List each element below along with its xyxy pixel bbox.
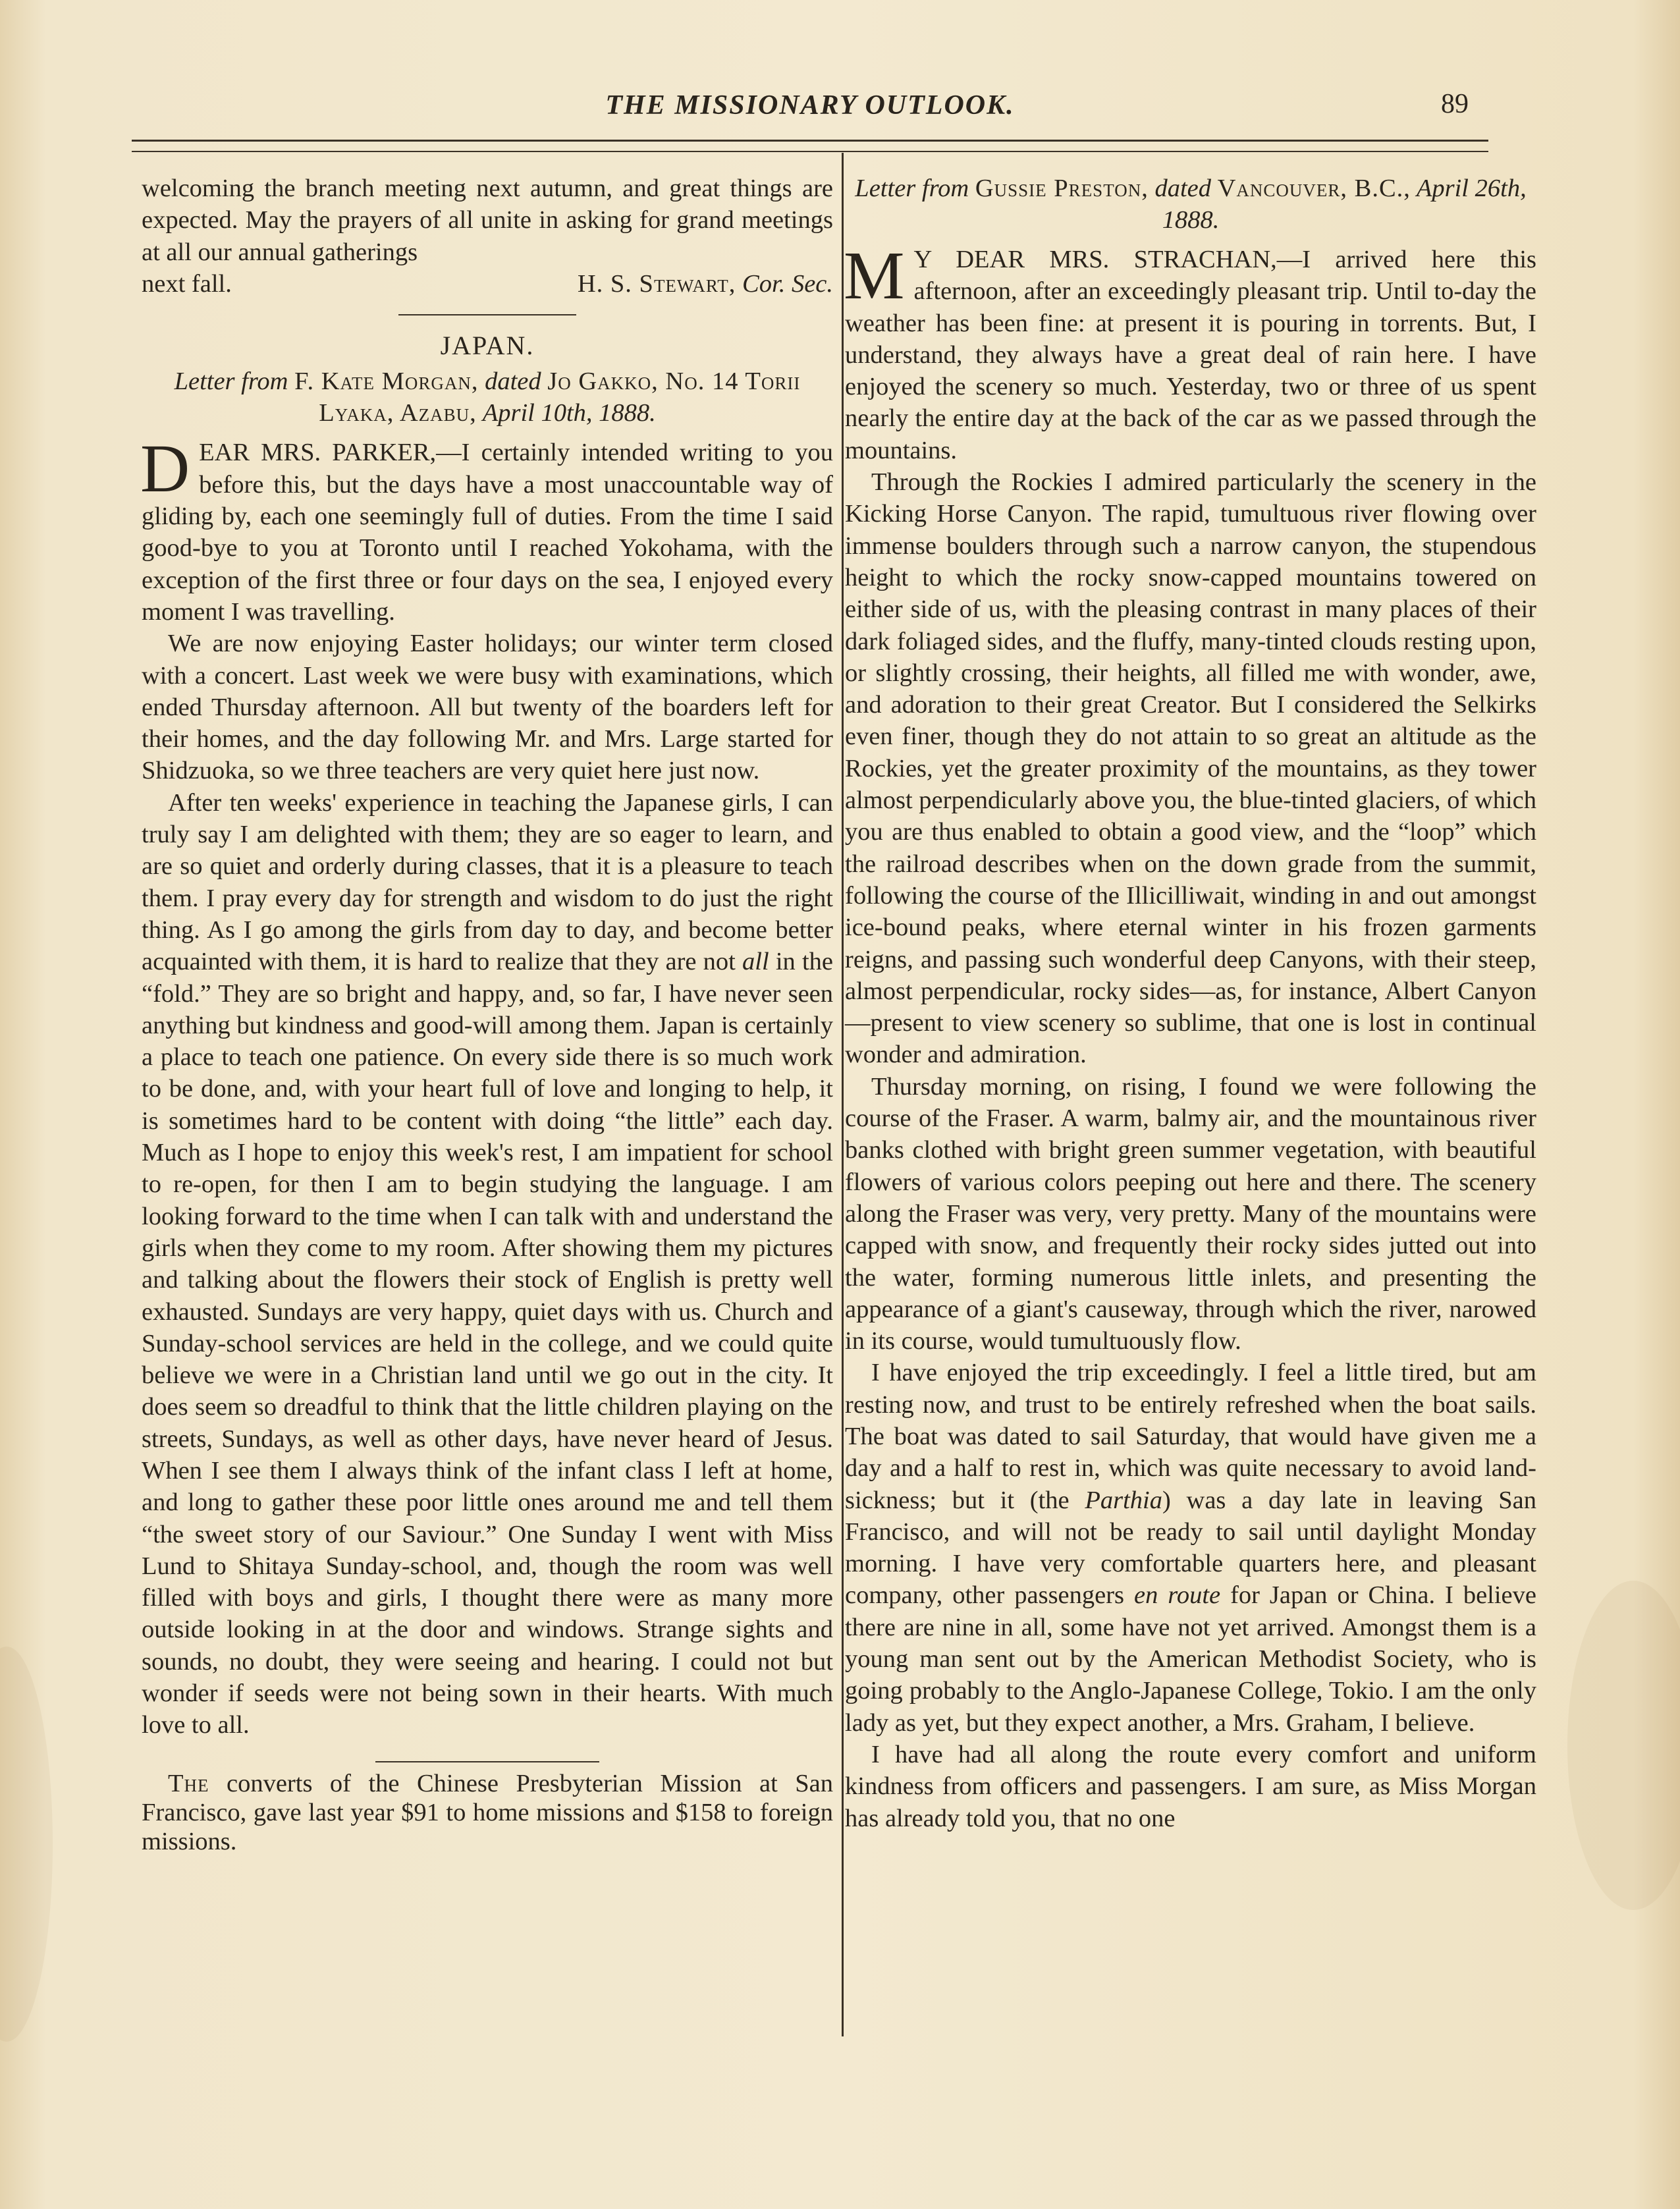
paragraph: I have had all along the route every comfort and uniform kindness from officers and passengers. I am sure, as Miss Morgan has already told you, that no one — [845, 1740, 1536, 1832]
paragraph: Through the Rockies I admired particularly the scenery in the Kicking Horse Canyon. The rapid, tumultuous river flowing over immense boulders through such a narrow canyon, the stupendous height to which the rocky snow-capped mountains towered on either side of us, with the pleasing contrast in many places of their dark foliaged sides, and the fluffy, many-tinted clouds resting upon, or slightly crossing, their heights, all filled me with wonder, awe, and adoration to their great Creator. But I considered the Selkirks even finer, though they do not attain to so great an altitude as the Rockies, yet the greater proximity of the mountains, as they tower almost perpendicularly above you, the blue-tinted glaciers, of which you are thus enabled to obtain a good view, and the “loop” which the railroad describes when on the down grade from the summit, following the course of the Illicilliwait, winding in and out amongst ice-bound peaks, where eternal winter in his frozen garments reigns, and passing such wonderful deep Canyons, with their steep, almost perpendicular, rocky sides—as, for instance, Albert Canyon—present to view scenery so sublime, that one is lost in continual wonder and admiration. — [845, 468, 1536, 1069]
letter-date: April 10th, 1888. — [482, 399, 656, 427]
letter-intro: Letter from — [855, 175, 969, 202]
signature-name: H. S. Stewart, — [577, 269, 736, 298]
letter-dated: dated — [485, 368, 541, 396]
section-heading: JAPAN. — [440, 331, 535, 361]
note-rule — [375, 1761, 599, 1762]
news-note: The converts of the Chinese Presbyterian Mission at San Francisco, gave last year $91 to home missions and $158 to foreign missions. — [142, 1769, 833, 1855]
drop-cap: M — [844, 238, 905, 314]
running-header — [132, 84, 1488, 130]
letter-author: F. Kate Morgan, — [294, 368, 479, 396]
letter-author: Gussie Preston, — [975, 175, 1149, 202]
intro-last-line: next fall. — [142, 269, 232, 298]
letter-address: Jo Gakko, No. 14 Torii Lyaka, Azabu, — [319, 368, 801, 427]
right-column — [845, 173, 1536, 1834]
letter-place: Vancouver, B.C., — [1217, 175, 1411, 202]
letter-heading — [142, 366, 833, 429]
page-number: 89 — [1441, 89, 1469, 119]
letter-opening: DEAR MRS. PARKER,—I certainly intended writing to you before this, but the days have a most unaccountable way of gliding by, each one seemingly full of duties. From the time I said good-bye to you at Toronto until I reached Yokohama, with the exception of the first three or four days on the sea, I enjoyed every moment I was travelling. — [140, 431, 833, 626]
letter-opening: M Y DEAR MRS. STRACHAN,—I arrived here this afternoon, after an exceedingly pleasant trip. Until to-day the weather has been fine: at present it is pouring in torrents. But, I understand, they always have a great deal of rain here. I have enjoyed the scenery so much. Yesterday, two or three of us spent nearly the entire day at the back of the car as we passed through the mountains. — [844, 238, 1536, 464]
drop-cap: D — [140, 431, 190, 507]
letter-date: April 26th, 1888. — [1162, 175, 1527, 234]
signature-line — [142, 268, 833, 300]
left-column — [142, 173, 833, 1856]
section-rule — [398, 314, 576, 315]
intro-paragraph: welcoming the branch meeting next autumn, and great things are expected. May the prayers of all unite in asking for grand meetings at all our annual gatherings — [142, 175, 833, 266]
column-divider — [842, 153, 844, 2036]
paragraph: We are now enjoying Easter holidays; our winter term closed with a concert. Last week we were busy with examinations, which ended Thursday afternoon. All but twenty of the boarders left for their homes, and the day following Mr. and Mrs. Large started for Shidzuoka, so we three teachers are very quiet here just now. — [142, 630, 833, 785]
paper-stain — [0, 1647, 53, 2042]
paper-stain — [1567, 1581, 1680, 1910]
paragraph: I have enjoyed the trip exceedingly. I feel a little tired, but am resting now, and trust to be entirely refreshed when the boat sails. The boat was dated to sail Saturday, that would have given me a day and a half to rest in, which was quite necessary to avoid land-sickness; but it (the Parthia) was a day late in leaving San Francisco, and will not be ready to sail until daylight Monday morning. I have very comfortable quarters here, and pleasant company, other passengers en route for Japan or China. I believe there are nine in all, some have not yet arrived. Amongst them is a young man sent out by the American Methodist Society, who is going probably to the Anglo-Japanese College, Tokio. I am the only lady as yet, but they expect another, a Mrs. Graham, I believe. — [845, 1359, 1536, 1737]
paragraph: Thursday morning, on rising, I found we were following the course of the Fraser. A warm, balmy air, and the mountainous river banks clothed with bright green summer vegetation, with beautiful flowers of various colors peeping out here and there. The scenery along the Fraser was very, very pretty. Many of the mountains were capped with snow, and frequently their rocky sides jutted out into the water, forming numerous little inlets, and presenting the appearance of a giant's causeway, through which the river, narowed in its course, would tumultuously flow. — [845, 1072, 1536, 1355]
signature — [578, 268, 833, 300]
letter-heading — [845, 173, 1536, 236]
letter-dated: dated — [1154, 175, 1211, 202]
paragraph: After ten weeks' experience in teaching the Japanese girls, I can truly say I am delighted with them; they are so eager to learn, and are so quiet and orderly during classes, that it is a pleasure to teach them. I pray every day for strength and wisdom to do just the right thing. As I go among the girls from day to day, and become better acquainted with them, it is hard to realize that they are not all in the “fold.” They are so bright and happy, and, so far, I have never seen anything but kindness and good-will among them. Japan is certainly a place to teach one patience. On every side there is so much work to be done, and, with your heart full of love and longing to help, it is sometimes hard to be content with doing “the little” each day. Much as I hope to enjoy this week's rest, I am impatient for school to re-open, for then I am to begin studying the language. I am looking forward to the time when I can talk with and understand the girls when they come to my room. After showing them my pictures and talking about the flowers their stock of English is pretty well exhausted. Sundays are very happy, quiet days with us. Church and Sunday-school services are held in the college, and we could quite believe we were in a Christian land until we go out in the city. It does seem so dreadful to think that the little children playing on the streets, Sundays, as well as other days, have never heard of Jesus. When I see them I always think of the infant class I left at home, and long to gather these poor little ones around me and tell them “the sweet story of our Saviour.” One Sunday I went with Miss Lund to Shitaya Sunday-school, and, though the room was well filled with boys and girls, I thought there were as many more outside looking in at the door and windows. Strange sights and sounds, no doubt, they were seeing and hearing. I could not but wonder if seeds were not being sown in their hearts. With much love to all. — [142, 788, 834, 1739]
signature-title: Cor. Sec. — [742, 269, 833, 298]
publication-title: THE MISSIONARY OUTLOOK. — [605, 90, 1015, 121]
header-rule — [132, 140, 1488, 152]
letter-intro: Letter from — [174, 368, 288, 396]
